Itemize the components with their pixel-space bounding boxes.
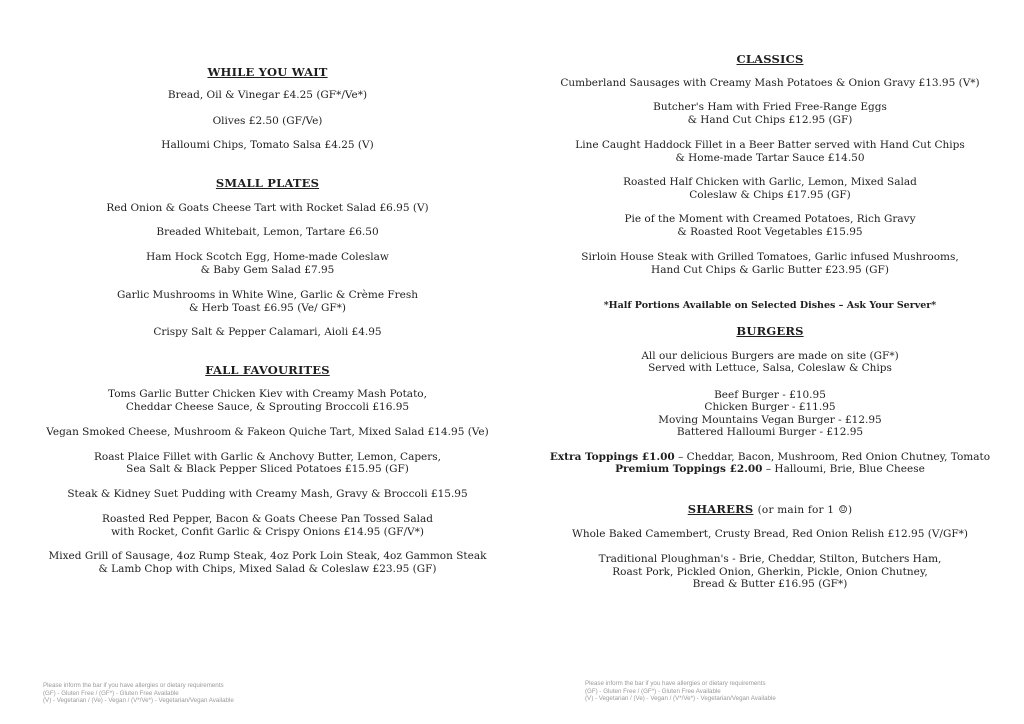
section-title-classics: CLASSICS [736,52,804,66]
menu-item: Olives £2.50 (GF/Ve) [212,115,323,127]
menu-item: Sirloin House Steak with Grilled Tomatoes, Garlic infused Mushrooms, [581,251,959,263]
section-title-while-you-wait: WHILE YOU WAIT [207,65,328,79]
menu-item: with Rocket, Confit Garlic & Crispy Onions £14.95 (GF/V*) [111,526,424,538]
menu-item: Vegan Smoked Cheese, Mushroom & Fakeon Quiche Tart, Mixed Salad £14.95 (Ve) [46,426,489,438]
smiley-icon: ☺ [838,504,848,516]
premium-toppings-line [530,463,1010,475]
menu-item: Sea Salt & Black Pepper Sliced Potatoes £15.95 (GF) [126,463,409,475]
menu-item: Breaded Whitebait, Lemon, Tartare £6.50 [156,226,379,238]
right-column [530,0,1010,724]
menu-item: Line Caught Haddock Fillet in a Beer Batter served with Hand Cut Chips [575,139,965,151]
menu-item: & Home-made Tartar Sauce £14.50 [675,152,865,164]
menu-item: Roast Plaice Fillet with Garlic & Anchovy Butter, Lemon, Capers, [93,451,442,463]
allergy-footer-right [585,680,776,703]
menu-item: Red Onion & Goats Cheese Tart with Rocket Salad £6.95 (V) [106,202,429,214]
menu-item: Mixed Grill of Sausage, 4oz Rump Steak, 4oz Pork Loin Steak, 4oz Gammon Steak [48,550,487,562]
menu-item: Battered Halloumi Burger - £12.95 [676,426,864,438]
menu-item: Cumberland Sausages with Creamy Mash Potatoes & Onion Gravy £13.95 (V*) [560,77,980,89]
footer-line: (GF) - Gluten Free / (GF*) - Gluten Free Available [43,689,179,697]
menu-item: & Baby Gem Salad £7.95 [200,264,335,276]
menu-item: & Hand Cut Chips £12.95 (GF) [687,114,853,126]
left-column [40,0,495,724]
menu-item: Whole Baked Camembert, Crusty Bread, Red Onion Relish £12.95 (V/GF*) [572,528,968,540]
premium-toppings-label: Premium Toppings £2.00 [615,463,763,475]
menu-item: Ham Hock Scotch Egg, Home-made Coleslaw [146,251,389,263]
menu-item: Pie of the Moment with Creamed Potatoes, Rich Gravy [624,213,916,225]
menu-item: Butcher's Ham with Fried Free-Range Eggs [653,101,887,113]
menu-item: Roasted Red Pepper, Bacon & Goats Cheese Pan Tossed Salad [102,513,433,525]
menu-item: Bread & Butter £16.95 (GF*) [692,578,848,590]
section-title-small-plates: SMALL PLATES [215,176,320,190]
menu-item: Roast Pork, Pickled Onion, Gherkin, Pickle, Onion Chutney, [612,566,928,578]
menu-item: & Roasted Root Vegetables £15.95 [677,226,863,238]
section-title-sharers: SHARERS [687,502,754,516]
menu-item: Garlic Mushrooms in White Wine, Garlic & Crème Fresh [116,289,419,301]
footer-line: (GF) - Gluten Free / (GF*) - Gluten Free Available [585,687,721,695]
menu-item: Bread, Oil & Vinegar £4.25 (GF*/Ve*) [167,89,368,101]
footer-line: Please inform the bar if you have allergies or dietary requirements [43,682,224,689]
extra-toppings-text: – Cheddar, Bacon, Mushroom, Red Onion Chutney, Tomato [674,451,991,463]
allergy-footer-left [43,682,234,705]
menu-item: Crispy Salt & Pepper Calamari, Aioli £4.95 [153,326,382,338]
menu-item: Hand Cut Chips & Garlic Butter £23.95 (GF) [651,264,889,276]
sharers-heading-line [530,502,1010,516]
section-title-fall-favourites: FALL FAVOURITES [205,363,330,377]
burger-intro-line: All our delicious Burgers are made on site (GF*) [641,350,899,362]
section-title-burgers: BURGERS [736,324,804,338]
menu-item: Roasted Half Chicken with Garlic, Lemon, Mixed Salad [623,176,917,188]
extra-toppings-line [530,451,1010,463]
sharers-subtitle-end: ) [847,504,853,516]
menu-item: Cheddar Cheese Sauce, & Sprouting Broccoli £16.95 [125,401,410,413]
menu-item: Coleslaw & Chips £17.95 (GF) [689,189,851,201]
menu-item: Halloumi Chips, Tomato Salsa £4.25 (V) [161,139,374,151]
footer-line: Please inform the bar if you have allergies or dietary requirements [585,680,766,687]
sharers-subtitle: (or main for 1 [757,504,835,516]
menu-item: & Herb Toast £6.95 (Ve/ GF*) [188,302,347,314]
burger-intro-line: Served with Lettuce, Salsa, Coleslaw & Chips [648,362,892,374]
half-portions-note: *Half Portions Available on Selected Dishes – Ask Your Server* [603,300,937,311]
menu-item: Chicken Burger - £11.95 [704,401,836,413]
menu-item: Traditional Ploughman's - Brie, Cheddar, Stilton, Butchers Ham, [598,553,942,565]
menu-item: Toms Garlic Butter Chicken Kiev with Creamy Mash Potato, [108,388,427,400]
extra-toppings-label: Extra Toppings £1.00 [549,451,675,463]
menu-item: Steak & Kidney Suet Pudding with Creamy Mash, Gravy & Broccoli £15.95 [67,488,468,500]
footer-line: (V) - Vegetarian / (Ve) - Vegan / (V*/Ve*) - Vegetarian/Vegan Available [43,697,234,705]
premium-toppings-text: – Halloumi, Brie, Blue Cheese [762,463,925,475]
menu-item: Beef Burger - £10.95 [714,389,826,401]
footer-line: (V) - Vegetarian / (Ve) - Vegan / (V*/Ve*) - Vegetarian/Vegan Available [585,695,776,703]
menu-item: & Lamb Chop with Chips, Mixed Salad & Coleslaw £23.95 (GF) [98,563,437,575]
menu-item: Moving Mountains Vegan Burger - £12.95 [658,414,882,426]
